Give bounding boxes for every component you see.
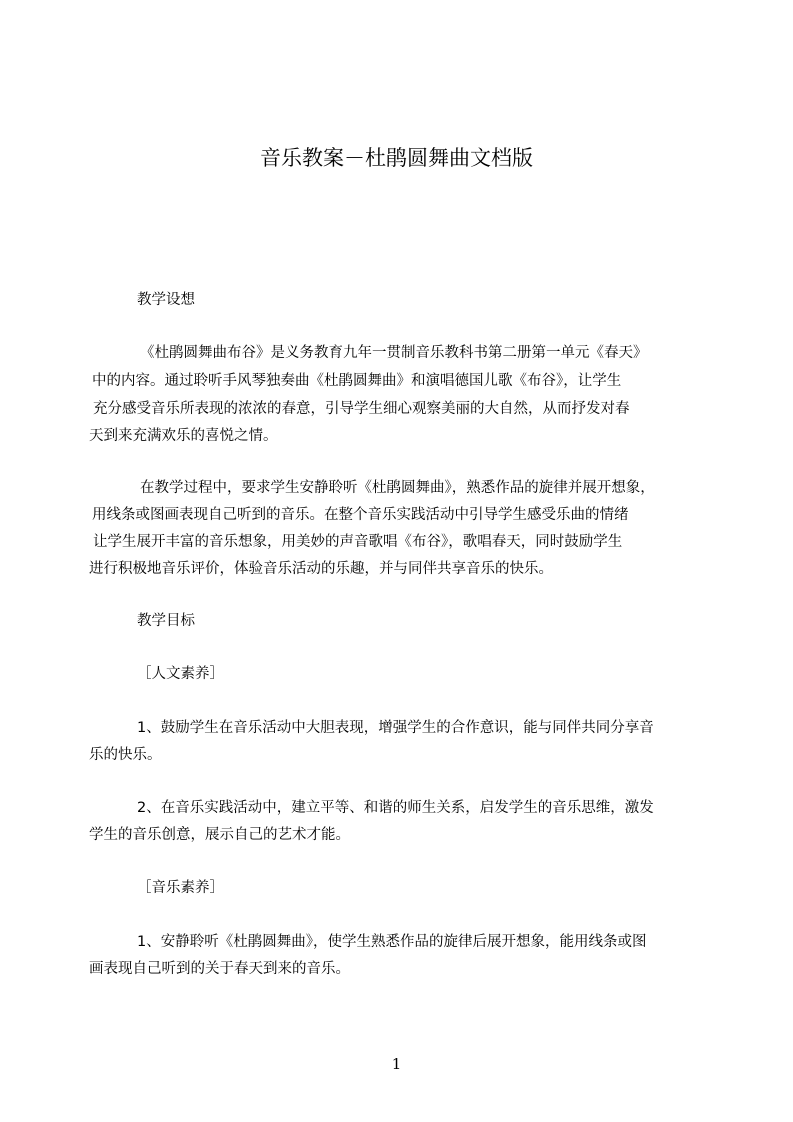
section-heading-teaching-idea: 教学设想 (137, 292, 195, 308)
subsection-heading-humanities: ［人文素养］ (137, 666, 224, 682)
document-title: 音乐教案－杜鹃圆舞曲文档版 (260, 146, 533, 170)
paragraph-line: 2、在音乐实践活动中，建立平等、和谐的师生关系，启发学生的音乐思维，激发 (137, 800, 654, 816)
paragraph-line: 进行积极地音乐评价，体验音乐活动的乐趣，并与同伴共享音乐的快乐。 (89, 561, 553, 577)
paragraph-line: 让学生展开丰富的音乐想象，用美妙的声音歌唱《布谷》，歌唱春天，同时鼓励学生 (93, 534, 623, 550)
subsection-heading-music: ［音乐素养］ (137, 880, 224, 896)
paragraph-line: 用线条或图画表现自己听到的音乐。在整个音乐实践活动中引导学生感受乐曲的情绪 (92, 507, 629, 523)
paragraph-line: 1、安静聆听《杜鹃圆舞曲》，使学生熟悉作品的旋律后展开想象，能用线条或图 (137, 934, 647, 950)
paragraph-line: 充分感受音乐所表现的浓浓的春意，引导学生细心观察美丽的大自然，从而抒发对春 (93, 401, 630, 417)
paragraph-line: 乐的快乐。 (89, 747, 162, 763)
section-heading-teaching-goals: 教学目标 (137, 613, 195, 629)
paragraph-line: 中的内容。通过聆听手风琴独奏曲《杜鹃圆舞曲》和演唱德国儿歌《布谷》，让学生 (92, 373, 622, 389)
paragraph-line: 画表现自己听到的关于春天到来的音乐。 (89, 961, 350, 977)
paragraph-line: 天到来充满欢乐的喜悦之情。 (89, 428, 278, 444)
paragraph-line: 在教学过程中，要求学生安静聆听《杜鹃圆舞曲》，熟悉作品的旋律并展开想象， (140, 480, 655, 496)
paragraph-line: 学生的音乐创意，展示自己的艺术才能。 (89, 827, 350, 843)
paragraph-line: 《杜鹃圆舞曲布谷》是义务教育九年一贯制音乐教科书第二册第一单元《春天》 (140, 345, 648, 361)
paragraph-line: 1、鼓励学生在音乐活动中大胆表现，增强学生的合作意识，能与同伴共同分享音 (137, 720, 654, 736)
page-number: 1 (391, 1055, 402, 1073)
